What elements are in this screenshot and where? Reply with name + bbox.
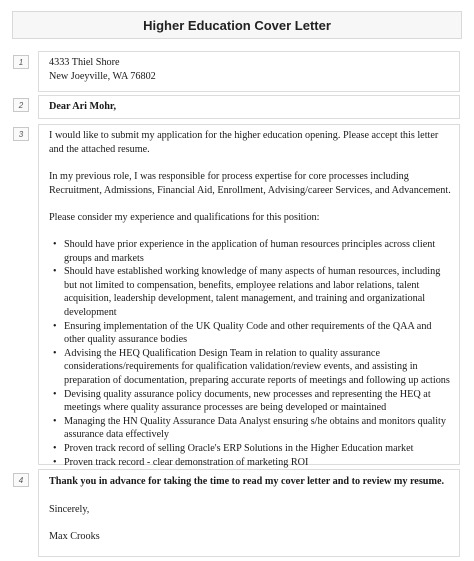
body-paragraph-3: Please consider my experience and qualifications for this position:	[49, 212, 320, 223]
section-address	[38, 51, 460, 92]
list-item: • Devising quality assurance policy documents, new processes and representing the HEQ at meetings where quality assurance processes are being developed or maintained	[49, 388, 451, 415]
qualifications-list	[49, 238, 451, 469]
list-item: • Ensuring implementation of the UK Quality Code and other requirements of the QAA and other quality assurance bodies	[49, 320, 451, 347]
page-title: Higher Education Cover Letter	[12, 11, 462, 39]
list-item: • Proven track record of selling Oracle's ERP Solutions in the Higher Education market	[49, 442, 451, 456]
address-line-1: 4333 Thiel Shore	[49, 57, 120, 68]
signature: Max Crooks	[49, 531, 100, 542]
list-item: • Advising the HEQ Qualification Design Team in relation to quality assurance considerations/requirements for qualification validation/review events, and assisting in preparation of documentation, preparing accurate reports of meetings and following up actions	[49, 347, 451, 388]
section-number-1: 1	[13, 55, 29, 69]
body-paragraph-1: I would like to submit my application for the higher education opening. Please accept this letter and the attached resume.	[49, 130, 439, 155]
section-closing	[38, 469, 460, 557]
list-item: • Managing the HN Quality Assurance Data Analyst ensuring s/he obtains and monitors quality assurance data effectively	[49, 415, 451, 442]
section-number-4: 4	[13, 473, 29, 487]
list-item: • Should have established working knowledge of many aspects of human resources, including but not limited to compensation, benefits, employee relations and labor relations, talent acquisition, leadership development, talent management, and training and organizational development	[49, 265, 451, 319]
section-number-2: 2	[13, 98, 29, 112]
section-number-3: 3	[13, 127, 29, 141]
address-line-2: New Joeyville, WA 76802	[49, 71, 156, 82]
list-item: • Proven track record - clear demonstration of marketing ROI	[49, 456, 451, 470]
closing-statement: Thank you in advance for taking the time to read my cover letter and to review my resume.	[49, 476, 445, 487]
section-body	[38, 124, 460, 468]
signoff: Sincerely,	[49, 504, 90, 515]
salutation: Dear Ari Mohr,	[49, 101, 117, 112]
list-item: • Should have prior experience in the application of human resources principles across client groups and markets	[49, 238, 451, 265]
body-paragraph-2: In my previous role, I was responsible for process expertise for core processes including Recruitment, Admissions, Financial Aid, Enrollment, Advising/career Services, and Advancement.	[49, 171, 451, 196]
section-salutation	[38, 95, 460, 119]
